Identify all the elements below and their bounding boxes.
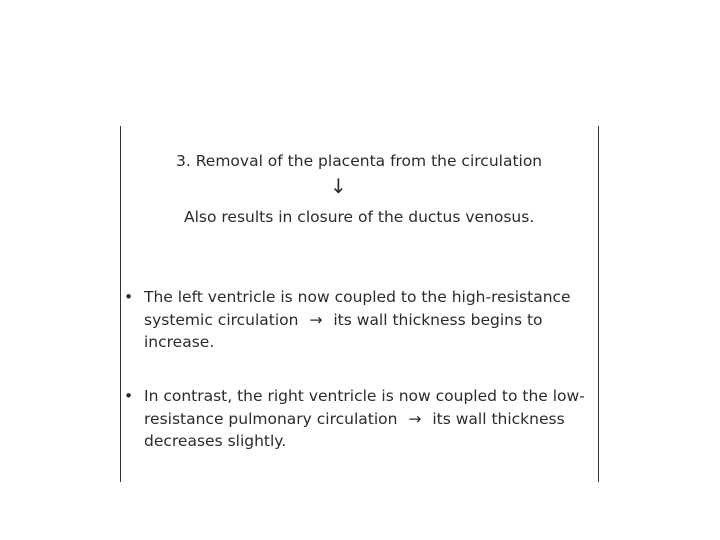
bullet-line: resistance pulmonary circulation xyxy=(144,409,398,428)
slide-heading: 3. Removal of the placenta from the circulation xyxy=(176,152,543,170)
bullet-line: increase. xyxy=(144,333,215,351)
bullet-icon: • xyxy=(124,387,134,405)
right-border-line xyxy=(598,126,599,482)
right-arrow-icon: → xyxy=(309,310,323,329)
bullet-icon: • xyxy=(124,288,134,306)
bullet-item-left-ventricle xyxy=(124,286,594,354)
bullet-line: its wall thickness xyxy=(432,409,565,428)
bullet-line: The left ventricle is now coupled to the high-resistance xyxy=(144,288,571,306)
left-border-line xyxy=(120,126,121,482)
down-arrow-icon: ↓ xyxy=(330,174,347,198)
bullet-item-right-ventricle xyxy=(124,385,594,453)
right-arrow-icon: → xyxy=(408,409,422,428)
bullet-line: decreases slightly. xyxy=(144,432,287,450)
bullet-line: systemic circulation xyxy=(144,310,299,329)
bullet-line: In contrast, the right ventricle is now coupled to the low- xyxy=(144,387,585,405)
subheading-text: Also results in closure of the ductus venosus. xyxy=(184,208,535,226)
bullet-line: its wall thickness begins to xyxy=(333,310,543,329)
